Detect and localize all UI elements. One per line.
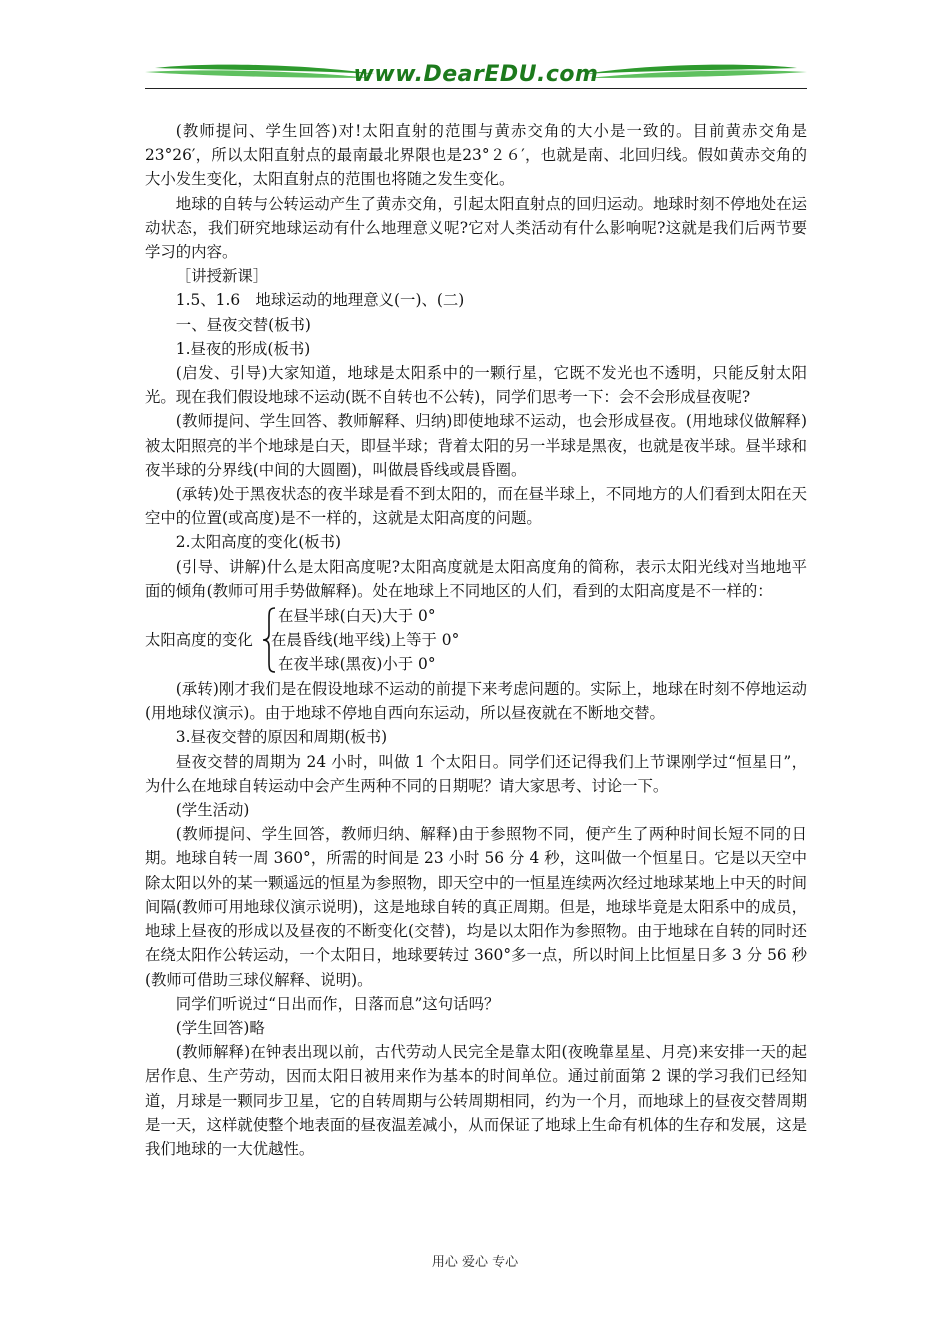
diagram-label: 太阳高度的变化 (145, 631, 253, 650)
paragraph: 同学们听说过“日出而作，日落而息”这句话吗？ (175, 994, 500, 1013)
page-header (145, 58, 807, 92)
diagram-item: 在晨昏线(地平线)上等于 0° (271, 631, 460, 650)
subsection-heading: 1.昼夜的形成(板书) (175, 339, 311, 358)
diagram-item: 在夜半球(黑夜)小于 0° (278, 655, 436, 674)
header-rule (145, 88, 807, 89)
paragraph: 地球的自转与公转运动产生了黄赤交角，引起太阳直射点的回归运动。地球时刻不停地处在运动状态，我们研究地球运动有什么地理意义呢?它对人类活动有什么影响呢?这就是我们后两节要学习的内容。 (145, 194, 807, 262)
activity-note: (学生回答)略 (175, 1018, 265, 1037)
page-footer: 用心 爱心 专心 (431, 1255, 519, 1270)
paragraph: (引导、讲解)什么是太阳高度呢?太阳高度就是太阳高度角的简称，表示太阳光线对当地地平面的倾角(教师可用手势做解释)。处在地球上不同地区的人们，看到的太阳高度是不一样的： (145, 557, 807, 600)
activity-note: (学生活动) (175, 801, 250, 820)
paragraph: (启发、引导)大家知道，地球是太阳系中的一颗行星，它既不发光也不透明，只能反射太阳光。现在我们假设地球不运动(既不自转也不公转)，同学们思考一下：会不会形成昼夜呢? (145, 364, 807, 407)
paragraph: (教师解释)在钟表出现以前，古代劳动人民完全是靠太阳(夜晚靠星星、月亮)来安排一天的起居作息、生产劳动，因而太阳日被用来作为基本的时间单位。通过前面第 2 课的学习我们已经知道，月球是一颗同步卫星，它的自转周期与公转周期相同，约为一个月，而地球上的昼夜交替周期是一天，这样就使整个地表面的昼夜温差减小，从而保证了地球上生命有机体的生存和发展，这是我们地球的一大优越性。 (145, 1043, 807, 1158)
paragraph: 昼夜交替的周期为 24 小时，叫做 1 个太阳日。同学们还记得我们上节课刚学过“恒星日”，为什么在地球自转运动中会产生两种不同的日期呢？请大家思考、讨论一下。 (145, 752, 807, 795)
paragraph: (教师提问、学生回答、教师解释、归纳)即使地球不运动，也会形成昼夜。(用地球仪做解释)被太阳照亮的半个地球是白天，即昼半球；背着太阳的另一半球是黑夜，也就是夜半球。昼半球和夜半球的分界线(中间的大圆圈)，叫做晨昏线或晨昏圈。 (145, 412, 807, 479)
paragraph: (承转)刚才我们是在假设地球不运动的前提下来考虑问题的。实际上，地球在时刻不停地运动(用地球仪演示)。由于地球不停地自西向东运动，所以昼夜就在不断地交替。 (145, 680, 807, 723)
lesson-title: 1.5、1.6 地球运动的地理意义(一)、(二) (175, 291, 465, 310)
site-logo-text: www.DearEDU.com (353, 62, 599, 87)
document-body (145, 119, 807, 1161)
diagram-item: 在昼半球(白天)大于 0° (278, 607, 436, 626)
section-marker: ［讲授新课］ (175, 267, 269, 286)
paragraph: (承转)处于黑夜状态的夜半球是看不到太阳的，而在昼半球上，不同地方的人们看到太阳在天空中的位置(或高度)是不一样的，这就是太阳高度的问题。 (145, 485, 807, 528)
section-heading: 一、昼夜交替(板书) (175, 315, 311, 334)
paragraph: (教师提问、学生回答，教师归纳、解释)由于参照物不同，便产生了两种时间长短不同的日期。地球自转一周 360°，所需的时间是 23 小时 56 分 4 秒，这叫做一个恒星日。它是以天空中除太阳以外的某一颗遥远的恒星为参照物，即天空中的一恒星连续两次经过地球某地上中天的时间间隔(教师可用地球仪演示说明)，这是地球自转的真正周期。但是，地球毕竟是太阳系中的成员，地球上昼夜的形成以及昼夜的不断变化(交替)，均是以太阳作为参照物。由于地球在自转的同时还在绕太阳作公转运动，一个太阳日，地球要转过 360°多一点，所以时间上比恒星日多 3 分 56 秒(教师可借助三球仪解释、说明)。 (145, 825, 807, 989)
subsection-heading: 3.昼夜交替的原因和周期(板书) (175, 728, 388, 747)
subsection-heading: 2.太阳高度的变化(板书) (175, 533, 342, 552)
sun-altitude-brace-diagram (145, 604, 807, 676)
paragraph: (教师提问、学生回答)对!太阳直射的范围与黄赤交角的大小是一致的。目前黄赤交角是23°26′，所以太阳直射点的最南最北界限也是23°２６′，也就是南、北回归线。假如黄赤交角的大小发生变化，太阳直射点的范围也将随之发生变化。 (145, 122, 807, 189)
